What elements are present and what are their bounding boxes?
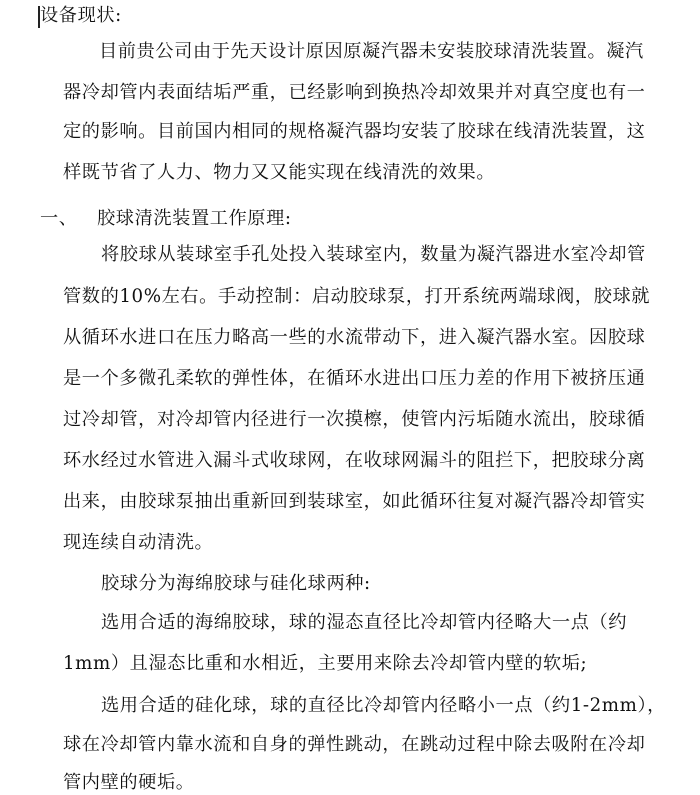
- paragraph-line: 出来，由胶球泵抽出重新回到装球室，如此循环往复对凝汽器冷却管实: [63, 491, 646, 512]
- section-title: 胶球清洗装置工作原理:: [97, 208, 292, 229]
- paragraph-line: 选用合适的硅化球，球的直径比冷却管内径略小一点（约1-2mm），: [101, 695, 666, 716]
- paragraph-line: 1mm）且湿态比重和水相近，主要用来除去冷却管内壁的软垢;: [63, 653, 588, 674]
- paragraph-line: 球在冷却管内靠水流和自身的弹性跳动，在跳动过程中除去吸附在冷却: [63, 734, 646, 755]
- paragraph-line: 现连续自动清洗。: [63, 532, 214, 553]
- paragraph-line: 管内壁的硬垢。: [63, 772, 195, 793]
- paragraph-line: 选用合适的海绵胶球，球的湿态直径比冷却管内径略大一点（约: [101, 612, 628, 633]
- paragraph-line: 目前贵公司由于先天设计原因原凝汽器未安装胶球清洗装置。凝汽: [99, 41, 644, 62]
- paragraph-line: 环水经过水管进入漏斗式收球网，在收球网漏斗的阻拦下，把胶球分离: [63, 450, 646, 471]
- paragraph-line: 样既节省了人力、物力又又能实现在线清洗的效果。: [63, 162, 496, 183]
- paragraph-line: 是一个多微孔柔软的弹性体，在循环水进出口压力差的作用下被挤压通: [63, 368, 646, 389]
- paragraph-line: 胶球分为海绵胶球与硅化球两种:: [101, 573, 371, 594]
- paragraph-line: 过冷却管，对冷却管内径进行一次摸檫，使管内污垢随水流出，胶球循: [63, 409, 646, 430]
- paragraph-line: 定的影响。目前国内相同的规格凝汽器均安装了胶球在线清洗装置，这: [63, 121, 646, 142]
- paragraph-line: 管数的10%左右。手动控制：启动胶球泵，打开系统两端球阀，胶球就: [63, 286, 651, 307]
- section-heading: 设备现状:: [40, 5, 122, 26]
- paragraph-line: 从循环水进口在压力略高一些的水流带动下，进入凝汽器水室。因胶球: [63, 327, 646, 348]
- paragraph-line: 将胶球从装球室手孔处投入装球室内，数量为凝汽器进水室冷却管: [101, 244, 646, 265]
- paragraph-line: 器冷却管内表面结垢严重，已经影响到换热冷却效果并对真空度也有一: [63, 82, 646, 103]
- section-number: 一、: [40, 208, 78, 229]
